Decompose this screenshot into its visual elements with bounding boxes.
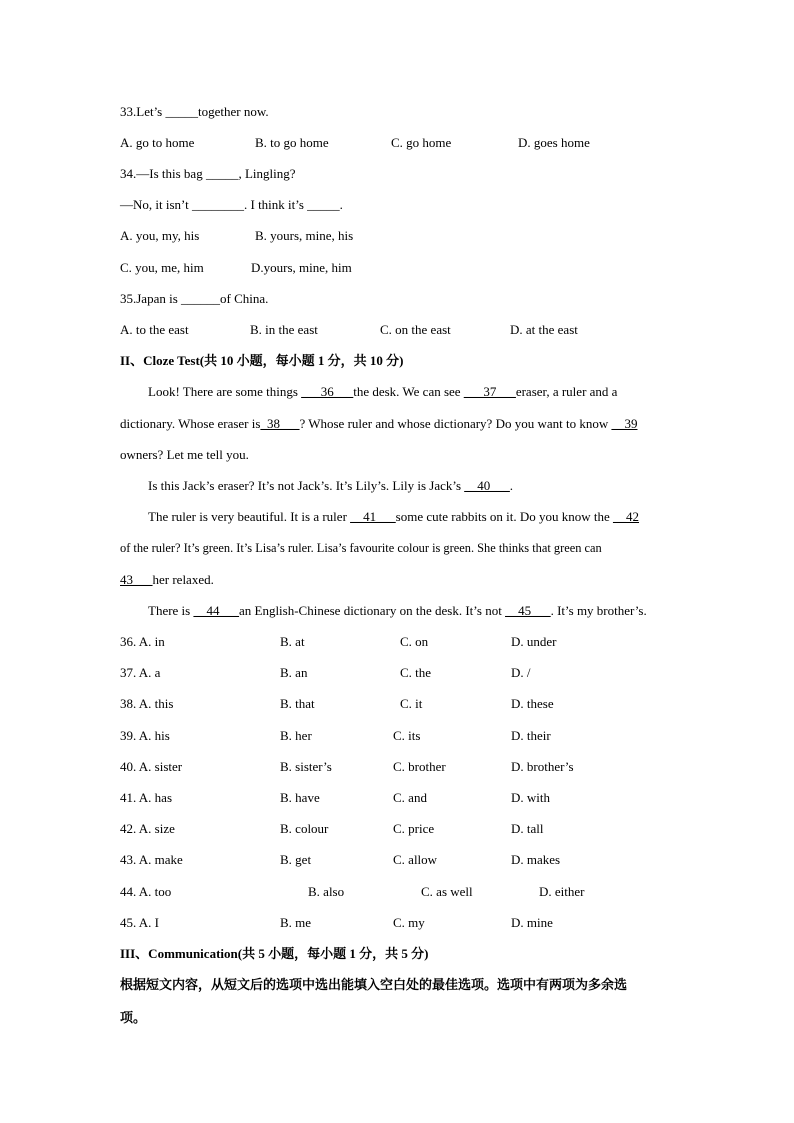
blank-44: __44___ bbox=[193, 603, 239, 618]
cloze-option: 38. A. this bbox=[120, 696, 174, 711]
passage-text: eraser, a ruler and a bbox=[515, 384, 618, 399]
passage-line-2 bbox=[120, 415, 637, 433]
cloze-option: C. brother bbox=[393, 759, 446, 774]
passage-line-3: owners? Let me tell you. bbox=[120, 447, 249, 462]
q33-option-a: A. go to home bbox=[120, 135, 195, 150]
q33-option-b: B. to go home bbox=[255, 135, 329, 150]
blank-43: 43___ bbox=[120, 572, 153, 587]
cloze-option: C. it bbox=[400, 696, 423, 711]
q34-option-b: B. yours, mine, his bbox=[255, 228, 354, 243]
passage-line-8 bbox=[148, 602, 647, 620]
cloze-option: 42. A. size bbox=[120, 821, 175, 836]
q34-option-a: A. you, my, his bbox=[120, 228, 200, 243]
passage-line-6: of the ruler? It’s green. It’s Lisa’s ruler. Lisa’s favourite colour is green. She thinks that green can bbox=[120, 541, 602, 555]
blank-37: ___37___ bbox=[463, 384, 516, 399]
q34-option-c: C. you, me, him bbox=[120, 260, 204, 275]
section-3-instruction: 根据短文内容，从短文后的选项中选出能填入空白处的最佳选项。选项中有两项为多余选 bbox=[120, 977, 628, 992]
cloze-option: C. its bbox=[393, 728, 421, 743]
cloze-option: 43. A. make bbox=[120, 852, 183, 867]
cloze-option: C. my bbox=[393, 915, 425, 930]
q35-option-b: B. in the east bbox=[250, 322, 318, 337]
cloze-option: 37. A. a bbox=[120, 665, 161, 680]
cloze-option: D. their bbox=[511, 728, 551, 743]
passage-text: Look! There are some things bbox=[148, 384, 302, 399]
cloze-option: C. on bbox=[400, 634, 429, 649]
cloze-option: B. colour bbox=[280, 821, 329, 836]
passage-text: The ruler is very beautiful. It is a ruler bbox=[148, 509, 351, 524]
cloze-option: 36. A. in bbox=[120, 634, 165, 649]
cloze-option: B. an bbox=[280, 665, 308, 680]
question-35-stem: 35.Japan is ______of China. bbox=[120, 291, 269, 306]
cloze-option: D. tall bbox=[511, 821, 544, 836]
passage-text: . It’s my brother’s. bbox=[550, 603, 647, 618]
cloze-option: C. price bbox=[393, 821, 435, 836]
passage-text: ? Whose ruler and whose dictionary? Do you want to know bbox=[299, 416, 612, 431]
blank-38: _38___ bbox=[260, 416, 300, 431]
blank-41: __41___ bbox=[350, 509, 396, 524]
q33-option-c: C. go home bbox=[391, 135, 452, 150]
blank-36: ___36___ bbox=[301, 384, 354, 399]
section-2-title: II、Cloze Test(共 10 小题，每小题 1 分，共 10 分) bbox=[120, 353, 404, 368]
cloze-option: 40. A. sister bbox=[120, 759, 183, 774]
cloze-option: B. also bbox=[308, 884, 345, 899]
passage-line-5 bbox=[148, 508, 639, 526]
cloze-option: B. sister’s bbox=[280, 759, 332, 774]
q35-option-a: A. to the east bbox=[120, 322, 189, 337]
blank-39: __39 bbox=[611, 416, 638, 431]
blank-45: __45___ bbox=[505, 603, 551, 618]
passage-line-4 bbox=[148, 477, 513, 495]
passage-text: her relaxed. bbox=[152, 572, 214, 587]
q35-option-d: D. at the east bbox=[510, 322, 578, 337]
passage-text: dictionary. Whose eraser is bbox=[120, 416, 261, 431]
blank-42: __42 bbox=[613, 509, 640, 524]
cloze-option: C. the bbox=[400, 665, 432, 680]
passage-text: Is this Jack’s eraser? It’s not Jack’s. It’s Lily’s. Lily is Jack’s bbox=[148, 478, 465, 493]
cloze-option: D. either bbox=[539, 884, 585, 899]
blank-40: __40___ bbox=[464, 478, 510, 493]
q33-option-d: D. goes home bbox=[518, 135, 590, 150]
q34-option-d: D.yours, mine, him bbox=[251, 260, 352, 275]
cloze-option: 39. A. his bbox=[120, 728, 170, 743]
passage-text: . bbox=[509, 478, 514, 493]
cloze-option: D. brother’s bbox=[511, 759, 574, 774]
cloze-option: B. have bbox=[280, 790, 320, 805]
section-3-title: III、Communication(共 5 小题，每小题 1 分，共 5 分) bbox=[120, 946, 429, 961]
passage-line-1 bbox=[148, 383, 617, 401]
cloze-option: 45. A. I bbox=[120, 915, 159, 930]
section-3-instruction-cont: 项。 bbox=[120, 1010, 147, 1025]
cloze-option: 44. A. too bbox=[120, 884, 172, 899]
cloze-option: C. as well bbox=[421, 884, 473, 899]
question-34-stem: 34.—Is this bag _____, Lingling? bbox=[120, 166, 296, 181]
cloze-option: D. / bbox=[511, 665, 531, 680]
passage-line-7 bbox=[120, 571, 214, 589]
question-34-reply: —No, it isn’t ________. I think it’s _____. bbox=[120, 197, 343, 212]
question-33-stem: 33.Let’s _____together now. bbox=[120, 104, 269, 119]
q35-option-c: C. on the east bbox=[380, 322, 451, 337]
cloze-option: B. her bbox=[280, 728, 312, 743]
cloze-option: D. with bbox=[511, 790, 550, 805]
cloze-option: D. under bbox=[511, 634, 557, 649]
cloze-option: D. mine bbox=[511, 915, 553, 930]
cloze-option: D. makes bbox=[511, 852, 561, 867]
cloze-option: C. and bbox=[393, 790, 427, 805]
passage-text: the desk. We can see bbox=[353, 384, 464, 399]
passage-text: There is bbox=[148, 603, 194, 618]
passage-text: an English-Chinese dictionary on the desk. It’s not bbox=[238, 603, 506, 618]
cloze-option: D. these bbox=[511, 696, 554, 711]
cloze-option: C. allow bbox=[393, 852, 438, 867]
cloze-option: B. me bbox=[280, 915, 312, 930]
cloze-option: B. get bbox=[280, 852, 312, 867]
cloze-option: B. at bbox=[280, 634, 305, 649]
cloze-option: 41. A. has bbox=[120, 790, 172, 805]
cloze-option: B. that bbox=[280, 696, 315, 711]
passage-text: some cute rabbits on it. Do you know the bbox=[395, 509, 614, 524]
